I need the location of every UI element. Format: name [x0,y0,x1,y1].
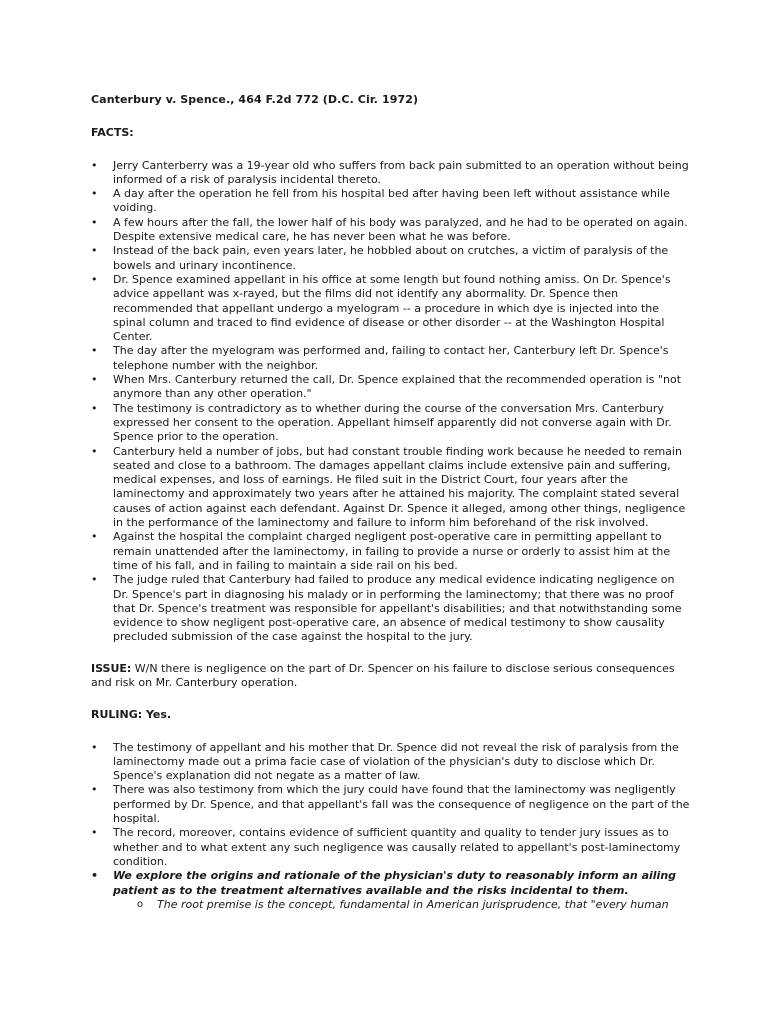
ruling-item: • The testimony of appellant and his mother that Dr. Spence did not reveal the risk of paralysis from the laminectomy made out a prima facie case of violation of the physician's duty to disclose which Dr. Spence's explanation did not negate as a matter of law. [91,741,691,784]
issue-label: ISSUE: [91,661,132,675]
facts-item: • A few hours after the fall, the lower half of his body was paralyzed, and he had to be operated on again. Despite extensive medical care, he has never been what he was before. [91,216,691,245]
ruling-item: • There was also testimony from which the jury could have found that the laminectomy was negligently performed by Dr. Spence, and that appellant's fall was the consequence of negligence on the part of the hospital. [91,783,691,826]
facts-item: • A day after the operation he fell from his hospital bed after having been left without assistance while voiding. [91,187,691,216]
document-body [91,93,691,912]
facts-item: • The testimony is contradictory as to whether during the course of the conversation Mrs. Canterbury expressed her consent to the operation. Appellant himself apparently did not converse again with Dr. Spence prior to the operation. [91,402,691,445]
ruling-sub-item: o The root premise is the concept, fundamental in American jurisprudence, that "every human [135,898,691,912]
ruling-item: • The record, moreover, contains evidence of sufficient quantity and quality to tender jury issues as to whether and to what extent any such negligence was causally related to appellant's post-laminectomy condition. [91,826,691,869]
case-title: Canterbury v. Spence., 464 F.2d 772 (D.C. Cir. 1972) [91,93,419,106]
facts-list [91,159,691,645]
facts-item: • Against the hospital the complaint charged negligent post-operative care in permitting appellant to remain unattended after the laminectomy, in failing to provide a nurse or orderly to assist him at the time of his fall, and in failing to maintain a side rail on his bed. [91,530,691,573]
facts-item: • When Mrs. Canterbury returned the call, Dr. Spence explained that the recommended operation is "not anymore than any other operation." [91,373,691,402]
facts-item: • Dr. Spence examined appellant in his office at some length but found nothing amiss. On Dr. Spence's advice appellant was x-rayed, but the films did not identify any abormality. Dr. Spence then recommended that appellant undergo a myelogram -- a procedure in which dye is injected into the spinal column and traced to find evidence of disease or other disorder -- at the Washington Hospital Center. [91,273,691,344]
facts-item: • Canterbury held a number of jobs, but had constant trouble finding work because he needed to remain seated and close to a bathroom. The damages appellant claims include extensive pain and suffering, medical expenses, and loss of earnings. He filed suit in the District Court, four years after the laminectomy and approximately two years after he attained his majority. The complaint stated several causes of action against each defendant. Against Dr. Spence it alleged, among other things, negligence in the performance of the laminectomy and failure to inform him beforehand of the risk involved. [91,445,691,531]
ruling-emphasis-item [91,869,691,912]
facts-item: • Instead of the back pain, even years later, he hobbled about on crutches, a victim of paralysis of the bowels and urinary incontinence. [91,244,691,273]
facts-item: • Jerry Canterberry was a 19-year old who suffers from back pain submitted to an operation without being informed of a risk of paralysis incidental thereto. [91,159,691,188]
ruling-emphasis-text: We explore the origins and rationale of the physician's duty to reasonably inform an ailing patient as to the treatment alternatives available and the risks incidental to them. [113,869,677,897]
facts-heading: FACTS: [91,126,134,140]
issue-paragraph [91,662,691,691]
facts-item: • The day after the myelogram was performed and, failing to contact her, Canterbury left Dr. Spence's telephone number with the neighbor. [91,344,691,373]
ruling-sub-list [113,898,691,912]
facts-item: • The judge ruled that Canterbury had failed to produce any medical evidence indicating negligence on Dr. Spence's part in diagnosing his malady or in performing the laminectomy; that there was no proof that Dr. Spence's treatment was responsible for appellant's disabilities; and that notwithstanding some evidence to show negligent post-operative care, an absence of medical testimony to show causality precluded submission of the case against the hospital to the jury. [91,573,691,644]
issue-text: W/N there is negligence on the part of Dr. Spencer on his failure to disclose serious consequences and risk on Mr. Canterbury operation. [91,661,675,689]
ruling-heading: RULING: Yes. [91,708,172,722]
ruling-list [91,741,691,913]
